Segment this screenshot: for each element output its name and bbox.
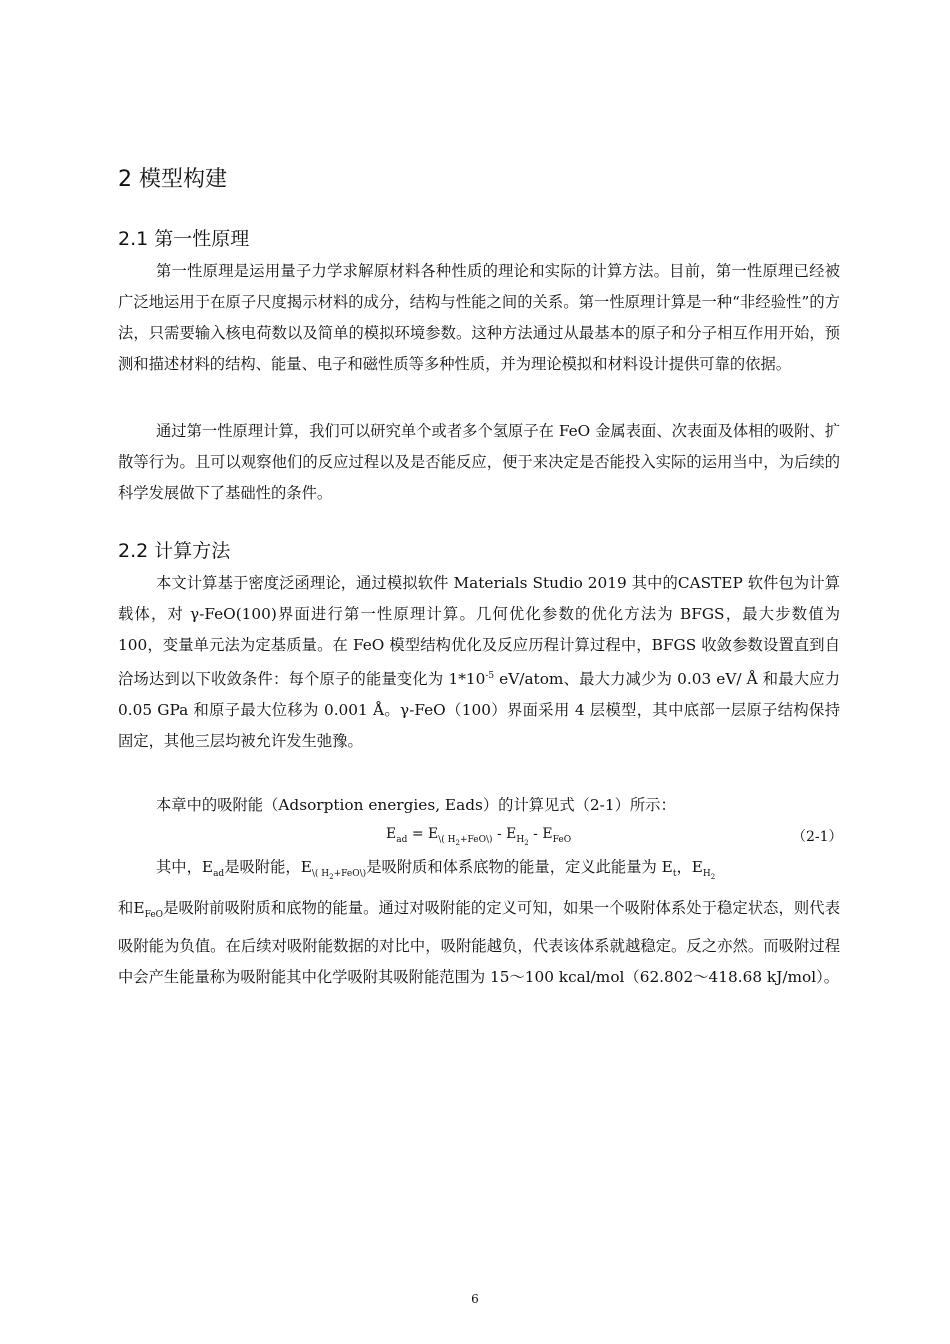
equation-expression: $E_{ad} = E_{\backslash( H_2+FeO\backslash)} - E_{H_2} - E_{FeO}$ (386, 826, 572, 847)
equation-number: （2-1） (792, 829, 843, 845)
calc-text-part-2: eV/atom、最大力减少为 0.03 eV/ Å 和最大应力 0.05 GPa 和原子最大位移为 0.001 Å。γ-FeO（100）界面采用 4 层模型，其中底部一层原子结构保持固定，其他三层均被允许发生弛豫。 (118, 670, 840, 751)
equation-2-1 (0, 822, 950, 846)
subsection-title-2-2: 2.2 计算方法 (118, 540, 231, 562)
calc-text-part-1: 本文计算基于密度泛函理论，通过模拟软件 Materials Studio 2019 其中的CASTEP 软件包为计算载体，对 γ-FeO(100)界面进行第一性原理计算。几何优化参数的优化方法为 BFGS，最大步数值为 100，变量单元法为定基质量。在 FeO 模型结构优化及反应历程计算过程中，BFGS 收敛参数设置直到自洽场达到以下收敛条件：每个原子的能量变化为 1*10 (118, 574, 840, 689)
paragraph-first-principles: 第一性原理是运用量子力学求解原材料各种性质的理论和实际的计算方法。目前，第一性原理已经被广泛地运用于在原子尺度揭示材料的成分，结构与性能之间的关系。第一性原理计算是一种“非经验性”的方法，只需要输入核电荷数以及简单的模拟环境参数。这种方法通过从最基本的原子和分子相互作用开始，预测和描述材料的结构、能量、电子和磁性质等多种性质，并为理论模拟和材料设计提供可靠的依据。 (118, 262, 840, 373)
paragraph-adsorption-intro: 本章中的吸附能（Adsorption energies, Eads）的计算见式（2-1）所示： (156, 796, 676, 814)
exponent: -5 (485, 671, 495, 681)
section-title: 2 模型构建 (118, 167, 227, 192)
paragraph-first-principles-application: 通过第一性原理计算，我们可以研究单个或者多个氢原子在 FeO 金属表面、次表面及体相的吸附、扩散等行为。且可以观察他们的反应过程以及是否能反应，便于来决定是否能投入实际的运用当中，为后续的科学发展做下了基础性的条件。 (118, 422, 840, 502)
page-number: 6 (471, 1292, 479, 1306)
paragraph-calculation-method (118, 568, 840, 757)
paragraph-adsorption-definition: 其中，$E_{ad}$是吸附能，$E_{\backslash( H_2+FeO\backslash)}$是吸附质和体系底物的能量，定义此能量为 $E_t$，$E_{H_2}$ 和$E_{FeO}$是吸附前吸附质和底物的能量。通过对吸附能的定义可知，如果一个吸附体系处于稳定状态，则代表吸附能为负值。在后续对吸附能数据的对比中，吸附能越负，代表该体系就越稳定。反之亦然。而吸附过程中会产生能量称为吸附能其中化学吸附其吸附能范围为 15～100 kcal/mol（62.802～418.68 kJ/mol）。 (118, 858, 840, 986)
subsection-title-2-1: 2.1 第一性原理 (118, 228, 250, 250)
